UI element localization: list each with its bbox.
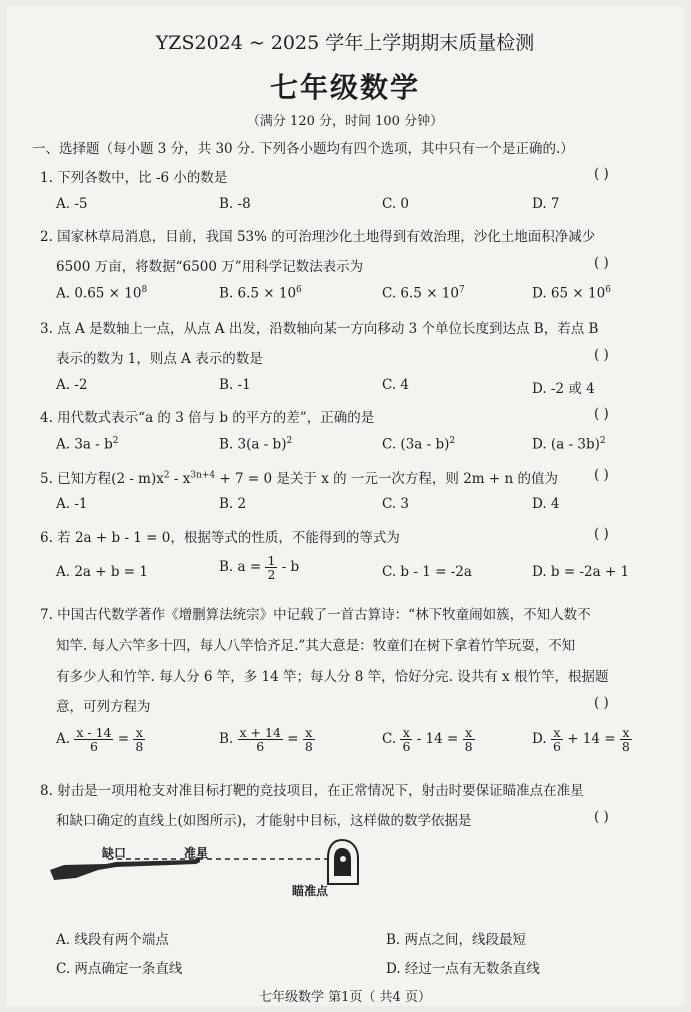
fraction-denominator: 6 <box>89 739 98 755</box>
front-sight-label: 准星 <box>184 846 209 860</box>
question-2-stem-line1: 2. 国家林草局消息，目前，我国 53% 的可治理沙化土地得到有效治理，沙化土地面积净减少 <box>40 229 596 245</box>
question-8-line2: 和缺口确定的直线上(如图所示)，才能射中目标，这样做的数学依据是 <box>56 813 472 829</box>
question-1-answer-bracket[interactable]: ( ) <box>594 166 609 182</box>
question-5-answer-bracket[interactable]: ( ) <box>594 467 609 483</box>
q3-option-a[interactable]: A. -2 <box>56 377 88 393</box>
fraction-numerator: x <box>463 726 475 740</box>
fraction-numerator: x <box>400 726 412 740</box>
q1-option-b[interactable]: B. -8 <box>219 196 251 212</box>
q4-option-c[interactable] <box>382 436 455 453</box>
q7-option-a-equals: = <box>117 731 130 748</box>
q6-option-d[interactable]: D. b = -2a + 1 <box>532 564 630 580</box>
q5-option-d[interactable]: D. 4 <box>532 496 560 512</box>
aim-point-label: 瞄准点 <box>292 884 329 898</box>
q2-option-a[interactable] <box>56 285 147 302</box>
q7-option-d-lhs <box>551 726 563 753</box>
q6-option-b-rhs: - b <box>281 559 300 576</box>
fraction-denominator: 8 <box>304 739 313 755</box>
rifle-diagram <box>46 834 376 914</box>
q2-option-c-exp: 7 <box>458 285 465 295</box>
q6-option-b-fraction <box>265 554 277 581</box>
fraction-numerator: x <box>551 726 563 740</box>
q2-option-d-text: D. 65 × 10 <box>532 285 606 302</box>
q4-option-a[interactable] <box>56 436 119 453</box>
page-footer: 七年级数学 第1页（ 共4 页） <box>259 990 431 1005</box>
exam-page <box>6 6 684 1006</box>
q6-option-b-lhs: B. a = <box>219 559 262 576</box>
fraction-numerator: x <box>133 726 145 740</box>
q1-option-d[interactable]: D. 7 <box>532 196 560 212</box>
notch-label: 缺口 <box>102 846 127 860</box>
fraction-denominator: 6 <box>552 739 561 755</box>
q7-option-a[interactable] <box>56 726 145 753</box>
fraction-denominator: 8 <box>621 739 630 755</box>
q4-option-d-text: D. (a - 3b) <box>532 436 600 453</box>
q4-option-c-text: C. (3a - b) <box>382 436 450 453</box>
q8-option-b[interactable]: B. 两点之间，线段最短 <box>386 932 527 948</box>
question-5-stem <box>40 467 558 487</box>
q7-option-b-label: B. <box>219 731 234 748</box>
q1-option-c[interactable]: C. 0 <box>382 196 410 212</box>
exam-title: YZS2024 ~ 2025 学年上学期期末质量检测 <box>155 32 535 54</box>
subject-title: 七年级数学 <box>269 71 420 104</box>
q7-option-c[interactable] <box>382 726 475 753</box>
q8-option-a[interactable]: A. 线段有两个端点 <box>56 932 169 948</box>
question-7-line2: 知竿. 每人六竿多十四，每人八竿恰齐足.”其大意是：牧童们在树下拿着竹竿玩耍，不知 <box>56 638 576 654</box>
q5-stem-part1: 5. 已知方程(2 - m)x <box>40 471 164 487</box>
q4-option-b-text: B. 3(a - b) <box>219 436 287 453</box>
q2-option-a-text: A. 0.65 × 10 <box>56 285 142 302</box>
q2-option-b[interactable] <box>219 285 302 302</box>
q5-option-a[interactable]: A. -1 <box>56 496 88 512</box>
q7-option-a-lhs <box>74 726 113 753</box>
q4-option-a-text: A. 3a - b <box>56 436 113 453</box>
q2-option-d-exp: 6 <box>605 285 611 295</box>
q7-option-b[interactable] <box>219 726 315 753</box>
fraction-numerator: x <box>620 726 632 740</box>
q7-option-c-middle: - 14 = <box>416 731 459 748</box>
question-7-line4: 意，可列方程为 <box>56 699 151 715</box>
question-4-stem: 4. 用代数式表示“a 的 3 倍与 b 的平方的差”，正确的是 <box>40 410 375 426</box>
q7-option-b-equals: = <box>287 731 299 748</box>
q4-option-b-exp: 2 <box>286 436 293 446</box>
q6-option-a[interactable]: A. 2a + b = 1 <box>56 564 148 580</box>
q2-option-a-exp: 8 <box>141 285 148 295</box>
fraction-numerator: 1 <box>267 553 276 568</box>
q6-option-c[interactable]: C. b - 1 = -2a <box>382 564 472 580</box>
q4-option-a-exp: 2 <box>112 436 119 446</box>
fraction-numerator: x - 14 <box>76 725 112 740</box>
q4-option-c-exp: 2 <box>449 436 456 446</box>
q5-stem-part2: - x <box>169 471 191 487</box>
question-3-answer-bracket[interactable]: ( ) <box>594 347 609 363</box>
q3-option-c[interactable]: C. 4 <box>382 377 410 393</box>
fraction-denominator: 8 <box>464 739 473 755</box>
q4-option-d-exp: 2 <box>599 436 606 446</box>
q1-option-a[interactable]: A. -5 <box>56 196 88 212</box>
q7-option-d-rhs <box>620 726 632 753</box>
q7-option-c-lhs <box>400 726 412 753</box>
question-4-answer-bracket[interactable]: ( ) <box>594 406 609 422</box>
q2-option-b-exp: 6 <box>296 285 302 295</box>
q2-option-d[interactable] <box>532 285 611 302</box>
fraction-numerator: x + 14 <box>239 725 281 740</box>
q7-option-b-rhs <box>303 726 315 753</box>
question-2-answer-bracket[interactable]: ( ) <box>594 255 609 271</box>
q5-stem-part3: + 7 = 0 是关于 x 的 一元一次方程，则 2m + n 的值为 <box>215 471 558 487</box>
q2-option-b-text: B. 6.5 × 10 <box>219 285 297 302</box>
q5-option-b[interactable]: B. 2 <box>219 496 247 512</box>
question-6-answer-bracket[interactable]: ( ) <box>594 526 609 542</box>
question-8-line1: 8. 射击是一项用枪支对准目标打靶的竞技项目，在正常情况下，射击时要保证瞄准点在准星 <box>40 783 584 799</box>
q7-option-c-label: C. <box>382 731 397 748</box>
q4-option-b[interactable] <box>219 436 292 453</box>
q2-option-c-text: C. 6.5 × 10 <box>382 285 459 302</box>
q4-option-d[interactable] <box>532 436 606 453</box>
section-heading: 一、选择题（每小题 3 分，共 30 分. 下列各小题均有四个选项，其中只有一个是正确的.） <box>32 141 574 157</box>
fraction-denominator: 8 <box>135 739 144 755</box>
q7-option-a-label: A. <box>56 731 71 748</box>
q3-option-d[interactable]: D. -2 或 4 <box>532 381 595 397</box>
q7-option-d[interactable] <box>532 726 632 753</box>
question-7-answer-bracket[interactable]: ( ) <box>594 695 609 711</box>
question-1-stem: 1. 下列各数中，比 -6 小的数是 <box>40 170 228 186</box>
q7-option-d-middle: + 14 = <box>567 731 616 748</box>
q2-option-c[interactable] <box>382 285 465 302</box>
question-6-stem: 6. 若 2a + b - 1 = 0，根据等式的性质，不能得到的等式为 <box>40 530 400 546</box>
q8-option-c[interactable]: C. 两点确定一条直线 <box>56 961 183 977</box>
target-bullseye-icon <box>334 848 351 876</box>
fraction-denominator: 6 <box>402 739 411 755</box>
exam-info: （满分 120 分，时间 100 分钟） <box>246 114 444 129</box>
q7-option-c-rhs <box>463 726 475 753</box>
question-3-stem-line1: 3. 点 A 是数轴上一点，从点 A 出发，沿数轴向某一方向移动 3 个单位长度到达点 B，若点 B <box>40 321 599 337</box>
fraction-denominator: 2 <box>267 567 276 583</box>
q5-exp1: 2 <box>163 470 170 481</box>
rifle-icon <box>50 858 200 880</box>
q5-exp2: 3n+4 <box>190 470 216 481</box>
q7-option-b-lhs <box>238 726 283 753</box>
question-7-line1: 7. 中国古代数学著作《增删算法统宗》中记载了一首古算诗：“林下牧童闹如簇，不知人数不 <box>40 607 591 623</box>
q6-option-b[interactable] <box>219 554 299 581</box>
question-3-stem-line2: 表示的数为 1，则点 A 表示的数是 <box>56 351 263 367</box>
q8-option-d[interactable]: D. 经过一点有无数条直线 <box>386 961 540 977</box>
question-8-answer-bracket[interactable]: ( ) <box>594 809 609 825</box>
q3-option-b[interactable]: B. -1 <box>219 377 251 393</box>
question-2-stem-line2: 6500 万亩，将数据“6500 万”用科学记数法表示为 <box>56 259 364 275</box>
q7-option-d-label: D. <box>532 731 547 748</box>
question-7-line3: 有多少人和竹竿. 每人分 6 竿，多 14 竿；每人分 8 竿，恰好分完. 设共有 x 根竹竿，根据题 <box>56 669 609 685</box>
q5-option-c[interactable]: C. 3 <box>382 496 410 512</box>
fraction-denominator: 6 <box>256 739 265 755</box>
fraction-numerator: x <box>303 726 315 740</box>
aim-point-icon <box>340 856 346 862</box>
rifle-target-figure <box>46 834 376 918</box>
q7-option-a-rhs <box>133 726 145 753</box>
